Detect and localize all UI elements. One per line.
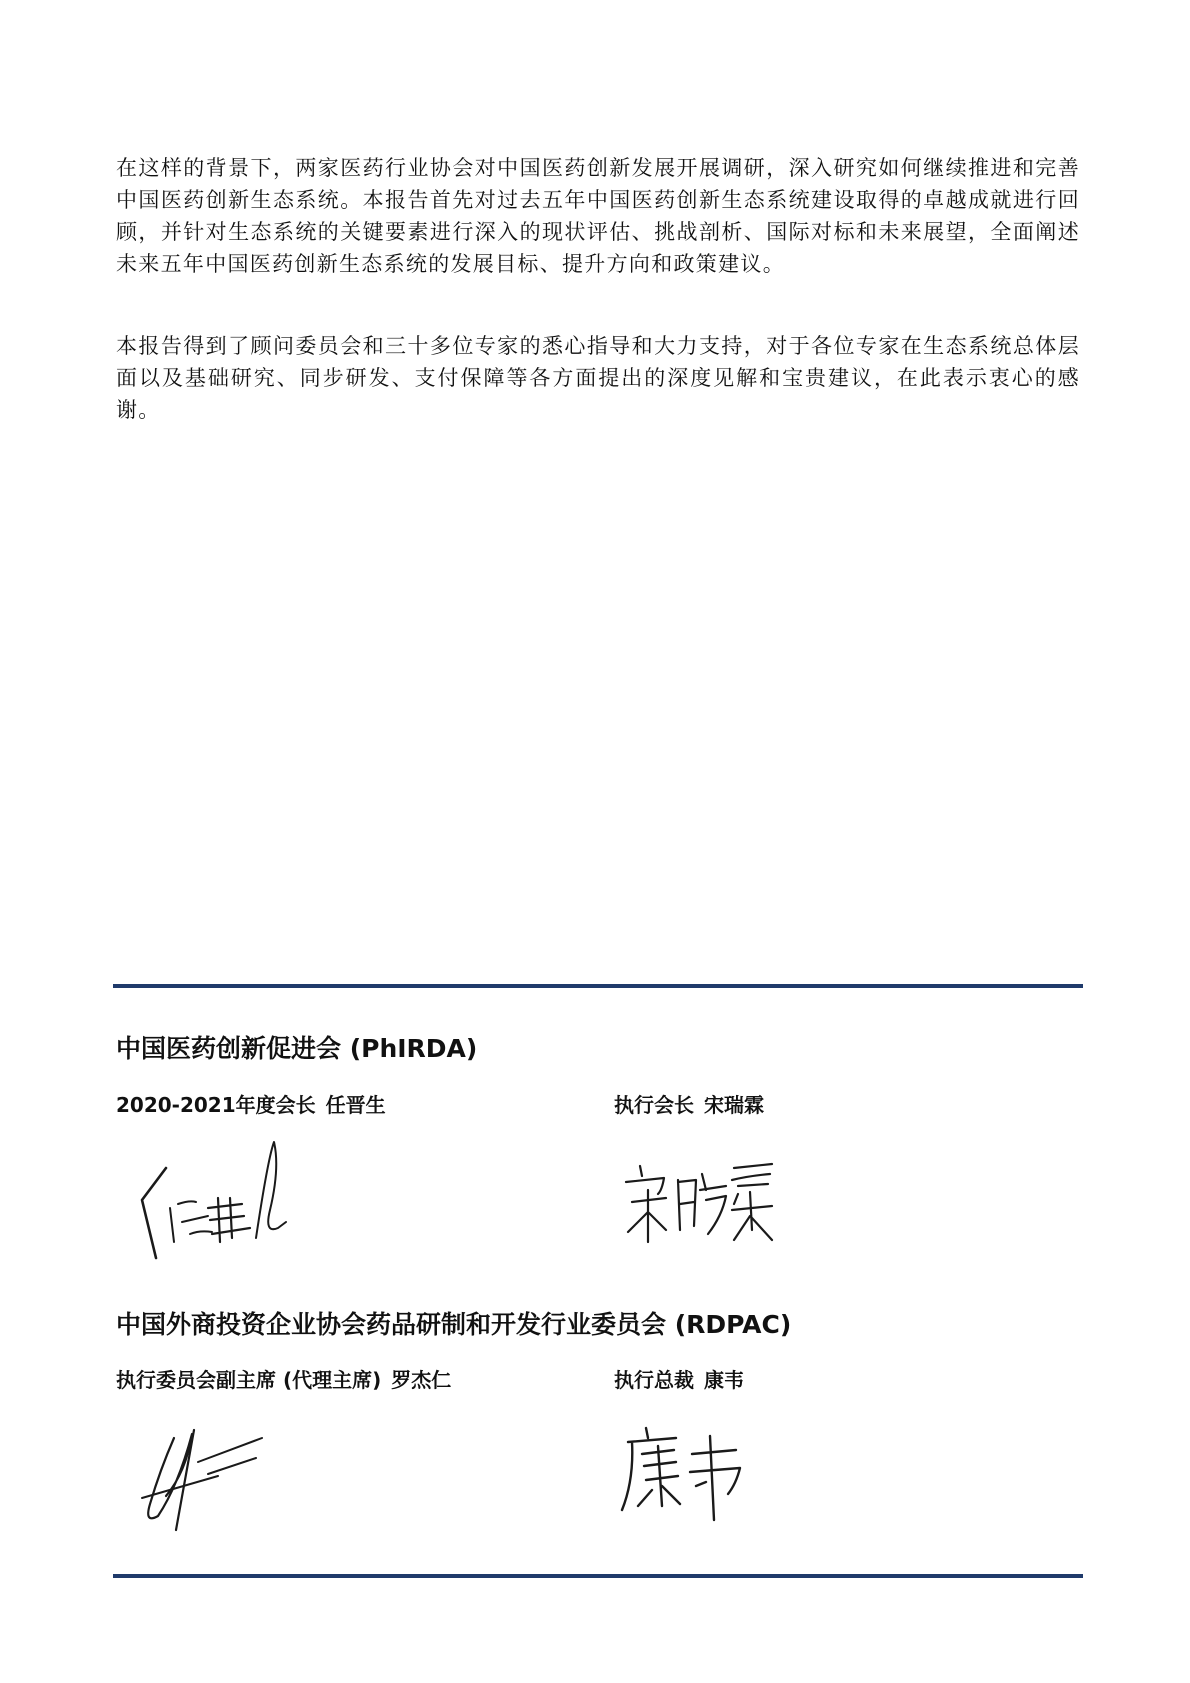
signatory-name: 康韦	[704, 1368, 744, 1392]
signature-kang-wei	[618, 1424, 758, 1528]
top-divider	[113, 984, 1083, 988]
signatory-title: 执行委员会副主席 (代理主席)	[116, 1368, 382, 1392]
org-rdpac-title: 中国外商投资企业协会药品研制和开发行业委员会 (RDPAC)	[116, 1310, 792, 1339]
bottom-divider	[113, 1574, 1083, 1578]
signatory-title: 执行会长	[614, 1093, 694, 1117]
signature-luo-jieren	[138, 1426, 268, 1540]
signature-song-ruilin	[622, 1160, 782, 1264]
signatory-name: 任晋生	[325, 1093, 386, 1117]
signatory-name: 罗杰仁	[391, 1368, 452, 1392]
intro-paragraph-2: 本报告得到了顾问委员会和三十多位专家的悉心指导和大力支持，对于各位专家在生态系统总体层面以及基础研究、同步研发、支付保障等各方面提出的深度见解和宝贵建议，在此表示衷心的感谢。	[116, 334, 1080, 422]
signatory-phirda-president	[116, 1093, 386, 1117]
signatory-rdpac-vice-chair	[116, 1368, 451, 1392]
signatory-name: 宋瑞霖	[704, 1093, 764, 1117]
signature-ren-jinsheng	[138, 1138, 298, 1272]
signatory-title: 2020-2021年度会长	[116, 1093, 316, 1117]
intro-paragraph-1: 在这样的背景下，两家医药行业协会对中国医药创新发展开展调研，深入研究如何继续推进和完善中国医药创新生态系统。本报告首先对过去五年中国医药创新生态系统建设取得的卓越成就进行回顾，并针对生态系统的关键要素进行深入的现状评估、挑战剖析、国际对标和未来展望，全面阐述未来五年中国医药创新生态系统的发展目标、提升方向和政策建议。	[116, 156, 1080, 276]
org-phirda-title: 中国医药创新促进会 (PhIRDA)	[116, 1034, 478, 1063]
signatory-rdpac-executive	[614, 1368, 744, 1392]
signatory-phirda-executive	[614, 1093, 764, 1117]
signatory-title: 执行总裁	[614, 1368, 694, 1392]
